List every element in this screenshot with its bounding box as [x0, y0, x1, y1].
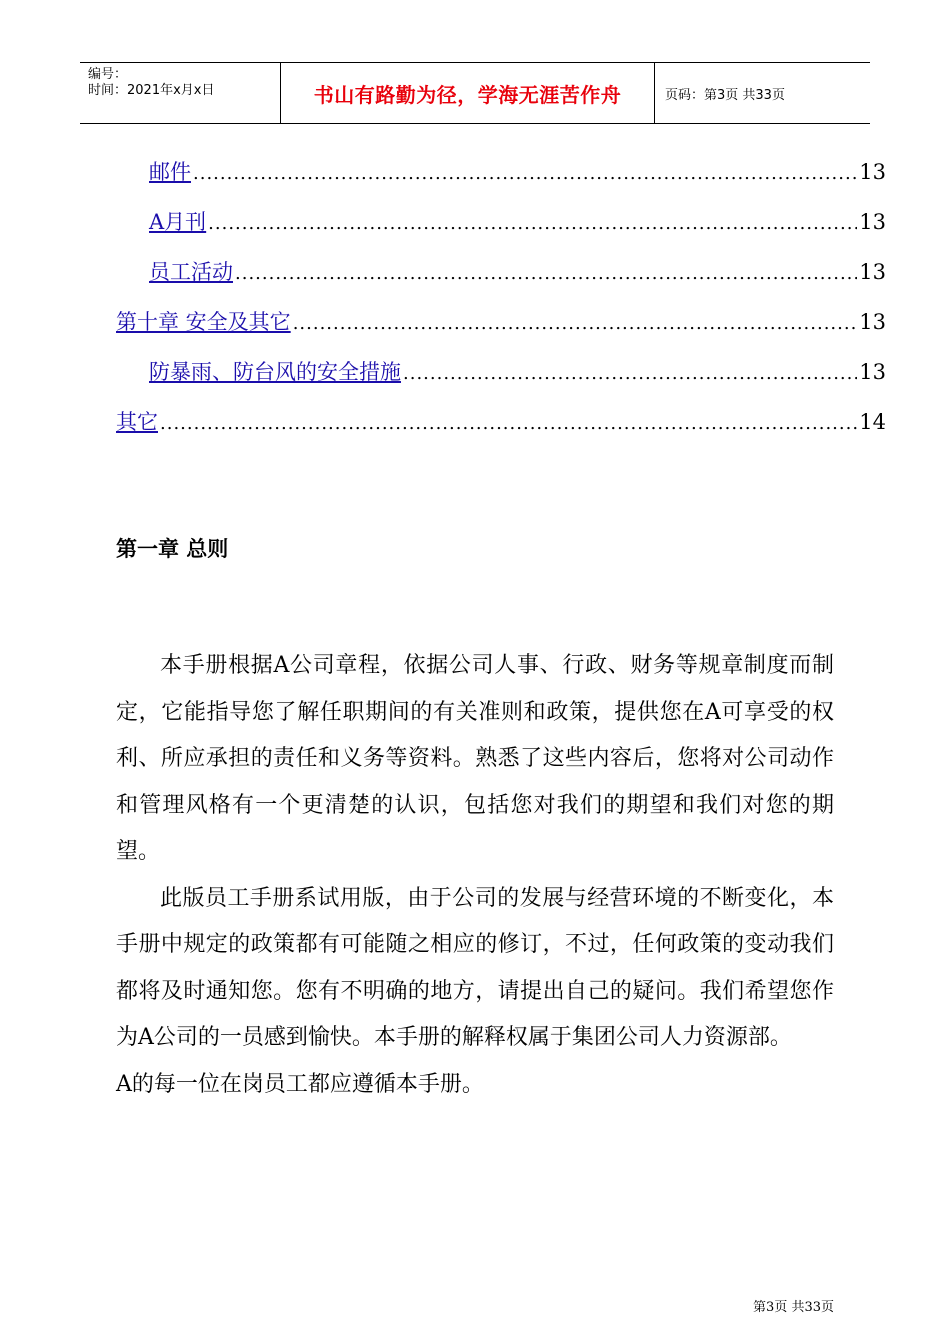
toc-link[interactable]: 第十章 安全及其它	[116, 310, 291, 334]
toc-link[interactable]: 其它	[116, 410, 158, 434]
toc-page-number: 13	[859, 310, 886, 334]
toc-link[interactable]: A月刊	[149, 210, 207, 234]
paragraph: A的每一位在岗员工都应遵循本手册。	[116, 1071, 484, 1097]
header-meta	[80, 63, 281, 123]
document-number-label: 编号：	[88, 67, 128, 82]
toc-page-number: 13	[859, 160, 886, 184]
toc-entry	[116, 300, 886, 350]
toc-leader-dots	[208, 202, 857, 246]
toc-entry	[116, 150, 886, 200]
table-of-contents	[116, 150, 886, 450]
header-page-label: 页码：第3页 共33页	[665, 87, 785, 103]
toc-entry	[116, 200, 886, 250]
paragraph: 此版员工手册系试用版，由于公司的发展与经营环境的不断变化，本手册中规定的政策都有可能随之相应的修订，不过，任何政策的变动我们都将及时通知您。您有不明确的地方，请提出自己的疑问。我们希望您作为A公司的一员感到愉快。本手册的解释权属于集团公司人力资源部。	[116, 885, 834, 1050]
toc-page-number: 13	[859, 260, 886, 284]
paragraph: 本手册根据A公司章程，依据公司人事、行政、财务等规章制度而制定，它能指导您了解任职期间的有关准则和政策，提供您在A可享受的权利、所应承担的责任和义务等资料。熟悉了这些内容后，您将对公司动作和管理风格有一个更清楚的认识，包括您对我们的期望和我们对您的期望。	[116, 653, 834, 864]
document-date-label: 时间：2021年x月x日	[88, 83, 215, 98]
toc-link[interactable]: 员工活动	[149, 260, 233, 284]
page-footer: 第3页 共33页	[753, 1300, 834, 1315]
toc-link[interactable]: 防暴雨、防台风的安全措施	[149, 360, 401, 384]
page-header	[80, 62, 870, 124]
header-motto: 书山有路勤为径，学海无涯苦作舟	[281, 63, 655, 123]
toc-leader-dots	[160, 402, 857, 446]
toc-page-number: 13	[859, 210, 886, 234]
toc-leader-dots	[293, 302, 858, 346]
toc-link[interactable]: 邮件	[149, 160, 191, 184]
toc-page-number: 14	[859, 410, 886, 434]
body-text	[116, 643, 834, 1108]
chapter-heading: 第一章 总则	[116, 537, 229, 561]
toc-leader-dots	[193, 152, 857, 196]
toc-page-number: 13	[859, 360, 886, 384]
toc-entry	[116, 250, 886, 300]
toc-entry	[116, 350, 886, 400]
toc-entry	[116, 400, 886, 450]
toc-leader-dots	[235, 252, 857, 296]
toc-leader-dots	[403, 352, 857, 396]
